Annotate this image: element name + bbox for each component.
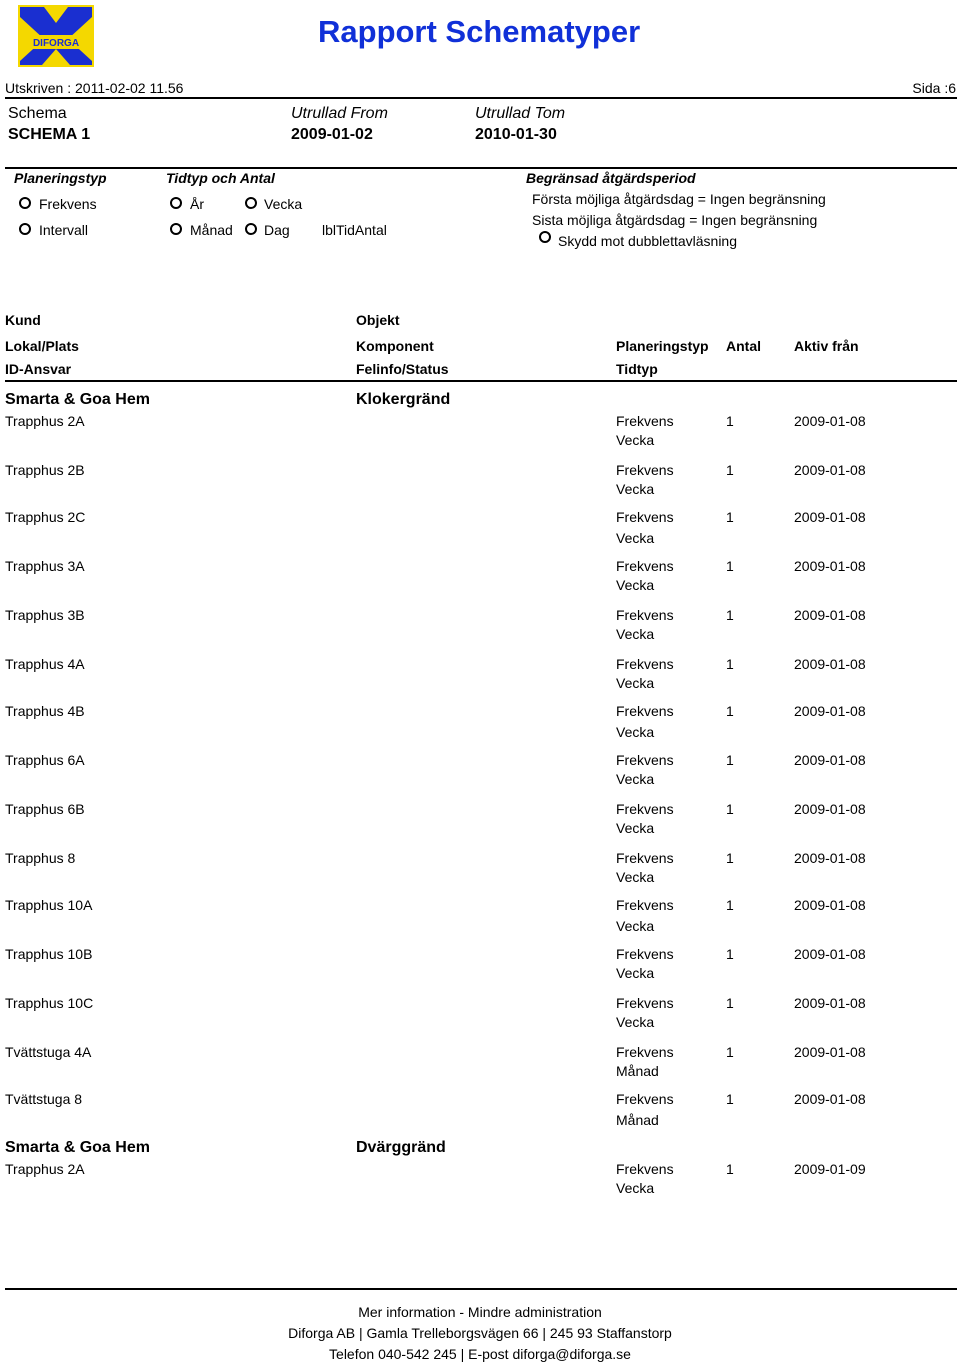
tom-label: Utrullad Tom	[475, 105, 566, 122]
row-antal: 1	[726, 413, 734, 429]
row-antal: 1	[726, 1091, 734, 1107]
row-lokal: Trapphus 4B	[5, 703, 85, 719]
row-typ: Frekvens	[616, 1161, 674, 1177]
row-antal: 1	[726, 1161, 734, 1177]
col-aktiv: Aktiv från	[794, 338, 859, 354]
col-planeringstyp: Planeringstyp	[616, 338, 709, 354]
radio-intervall-icon	[19, 223, 31, 235]
row-aktiv: 2009-01-08	[794, 413, 866, 429]
from-label: Utrullad From	[291, 105, 388, 122]
logo-wordmark: DIFORGA	[32, 38, 80, 49]
col-komponent: Komponent	[356, 338, 434, 354]
row-antal: 1	[726, 897, 734, 913]
row-antal: 1	[726, 656, 734, 672]
row-antal: 1	[726, 1044, 734, 1060]
row-typ: Frekvens	[616, 509, 674, 525]
row-antal: 1	[726, 703, 734, 719]
row-aktiv: 2009-01-08	[794, 703, 866, 719]
row-typ: Frekvens	[616, 558, 674, 574]
row-tid: Vecka	[616, 675, 655, 691]
page-title: Rapport Schematyper	[318, 14, 641, 49]
printed-timestamp: Utskriven : 2011-02-02 11.56	[5, 80, 184, 96]
row-antal: 1	[726, 607, 734, 623]
from-value: 2009-01-02	[291, 126, 373, 143]
row-tid: Vecka	[616, 724, 655, 740]
radio-vecka-icon	[245, 197, 257, 209]
group-kund: Smarta & Goa Hem	[5, 391, 150, 408]
page-number: Sida :6	[912, 80, 956, 96]
row-tid: Vecka	[616, 530, 655, 546]
row-aktiv: 2009-01-08	[794, 752, 866, 768]
footer-divider	[5, 1288, 957, 1290]
col-felinfo: Felinfo/Status	[356, 361, 449, 377]
row-aktiv: 2009-01-08	[794, 850, 866, 866]
row-tid: Vecka	[616, 481, 655, 497]
row-lokal: Trapphus 10C	[5, 995, 94, 1011]
tidtyp-option-ar: År	[190, 196, 204, 212]
radio-frekvens-icon	[19, 197, 31, 209]
row-typ: Frekvens	[616, 656, 674, 672]
row-lokal: Trapphus 10A	[5, 897, 93, 913]
row-lokal: Tvättstuga 4A	[5, 1044, 92, 1060]
row-lokal: Trapphus 6B	[5, 801, 85, 817]
radio-ar-icon	[170, 197, 182, 209]
row-aktiv: 2009-01-08	[794, 946, 866, 962]
row-antal: 1	[726, 801, 734, 817]
row-tid: Vecka	[616, 771, 655, 787]
row-lokal: Trapphus 2C	[5, 509, 86, 525]
row-typ: Frekvens	[616, 850, 674, 866]
schema-divider	[5, 167, 957, 169]
row-aktiv: 2009-01-08	[794, 897, 866, 913]
footer-contact: Telefon 040-542 245 | E-post diforga@diforga.se	[329, 1346, 631, 1362]
row-lokal: Trapphus 10B	[5, 946, 93, 962]
period-last: Sista möjliga åtgärdsdag = Ingen begränsning	[532, 212, 818, 228]
row-tid: Månad	[616, 1063, 659, 1079]
tidtyp-antal-label: lblTidAntal	[322, 222, 387, 238]
row-typ: Frekvens	[616, 607, 674, 623]
row-lokal: Trapphus 2B	[5, 462, 85, 478]
planning-heading: Planeringstyp	[14, 170, 107, 186]
row-typ: Frekvens	[616, 946, 674, 962]
tidtyp-option-vecka: Vecka	[264, 196, 303, 212]
footer-address: Diforga AB | Gamla Trelleborgsvägen 66 | 245 93 Staffanstorp	[288, 1325, 672, 1341]
tidtyp-option-manad: Månad	[190, 222, 233, 238]
row-aktiv: 2009-01-08	[794, 995, 866, 1011]
row-lokal: Trapphus 4A	[5, 656, 85, 672]
row-antal: 1	[726, 462, 734, 478]
col-objekt: Objekt	[356, 312, 400, 328]
col-antal: Antal	[726, 338, 761, 354]
row-antal: 1	[726, 752, 734, 768]
row-tid: Vecka	[616, 820, 655, 836]
row-tid: Vecka	[616, 965, 655, 981]
period-heading: Begränsad åtgärdsperiod	[526, 170, 696, 186]
planning-option-frekvens: Frekvens	[39, 196, 97, 212]
tom-value: 2010-01-30	[475, 126, 557, 143]
radio-protect-icon	[539, 231, 551, 243]
row-lokal: Tvättstuga 8	[5, 1091, 83, 1107]
planning-option-intervall: Intervall	[39, 222, 89, 238]
row-aktiv: 2009-01-08	[794, 1044, 866, 1060]
radio-manad-icon	[170, 223, 182, 235]
row-aktiv: 2009-01-09	[794, 1161, 866, 1177]
row-typ: Frekvens	[616, 801, 674, 817]
row-lokal: Trapphus 3A	[5, 558, 85, 574]
col-tidtyp: Tidtyp	[616, 361, 658, 377]
row-tid: Månad	[616, 1112, 659, 1128]
row-lokal: Trapphus 6A	[5, 752, 85, 768]
col-kund: Kund	[5, 312, 41, 328]
header-divider	[5, 97, 957, 99]
row-tid: Vecka	[616, 432, 655, 448]
radio-dag-icon	[245, 223, 257, 235]
group-kund: Smarta & Goa Hem	[5, 1139, 150, 1156]
row-antal: 1	[726, 995, 734, 1011]
group-objekt: Dvärggränd	[356, 1139, 446, 1156]
row-antal: 1	[726, 946, 734, 962]
row-typ: Frekvens	[616, 995, 674, 1011]
row-aktiv: 2009-01-08	[794, 607, 866, 623]
row-typ: Frekvens	[616, 703, 674, 719]
col-idansvar: ID-Ansvar	[5, 361, 72, 377]
tidtyp-option-dag: Dag	[264, 222, 290, 238]
row-tid: Vecka	[616, 1014, 655, 1030]
row-typ: Frekvens	[616, 462, 674, 478]
row-antal: 1	[726, 850, 734, 866]
row-tid: Vecka	[616, 577, 655, 593]
row-antal: 1	[726, 558, 734, 574]
row-lokal: Trapphus 3B	[5, 607, 85, 623]
col-lokal: Lokal/Plats	[5, 338, 79, 354]
company-logo	[18, 5, 94, 67]
footer-tagline: Mer information - Mindre administration	[358, 1304, 602, 1320]
row-lokal: Trapphus 2A	[5, 1161, 85, 1177]
period-first: Första möjliga åtgärdsdag = Ingen begränsning	[532, 191, 826, 207]
row-typ: Frekvens	[616, 1044, 674, 1060]
columns-divider	[5, 380, 957, 382]
row-typ: Frekvens	[616, 752, 674, 768]
row-aktiv: 2009-01-08	[794, 656, 866, 672]
row-tid: Vecka	[616, 1180, 655, 1196]
row-aktiv: 2009-01-08	[794, 801, 866, 817]
period-protect: Skydd mot dubblettavläsning	[558, 233, 737, 249]
row-typ: Frekvens	[616, 1091, 674, 1107]
row-antal: 1	[726, 509, 734, 525]
row-lokal: Trapphus 8	[5, 850, 76, 866]
row-typ: Frekvens	[616, 897, 674, 913]
row-tid: Vecka	[616, 626, 655, 642]
row-lokal: Trapphus 2A	[5, 413, 85, 429]
row-aktiv: 2009-01-08	[794, 462, 866, 478]
row-aktiv: 2009-01-08	[794, 558, 866, 574]
row-aktiv: 2009-01-08	[794, 1091, 866, 1107]
schema-value: SCHEMA 1	[8, 126, 91, 143]
schema-label: Schema	[8, 105, 67, 122]
row-typ: Frekvens	[616, 413, 674, 429]
row-aktiv: 2009-01-08	[794, 509, 866, 525]
row-tid: Vecka	[616, 918, 655, 934]
tidtyp-heading: Tidtyp och Antal	[166, 170, 275, 186]
row-tid: Vecka	[616, 869, 655, 885]
group-objekt: Klokergränd	[356, 391, 451, 408]
